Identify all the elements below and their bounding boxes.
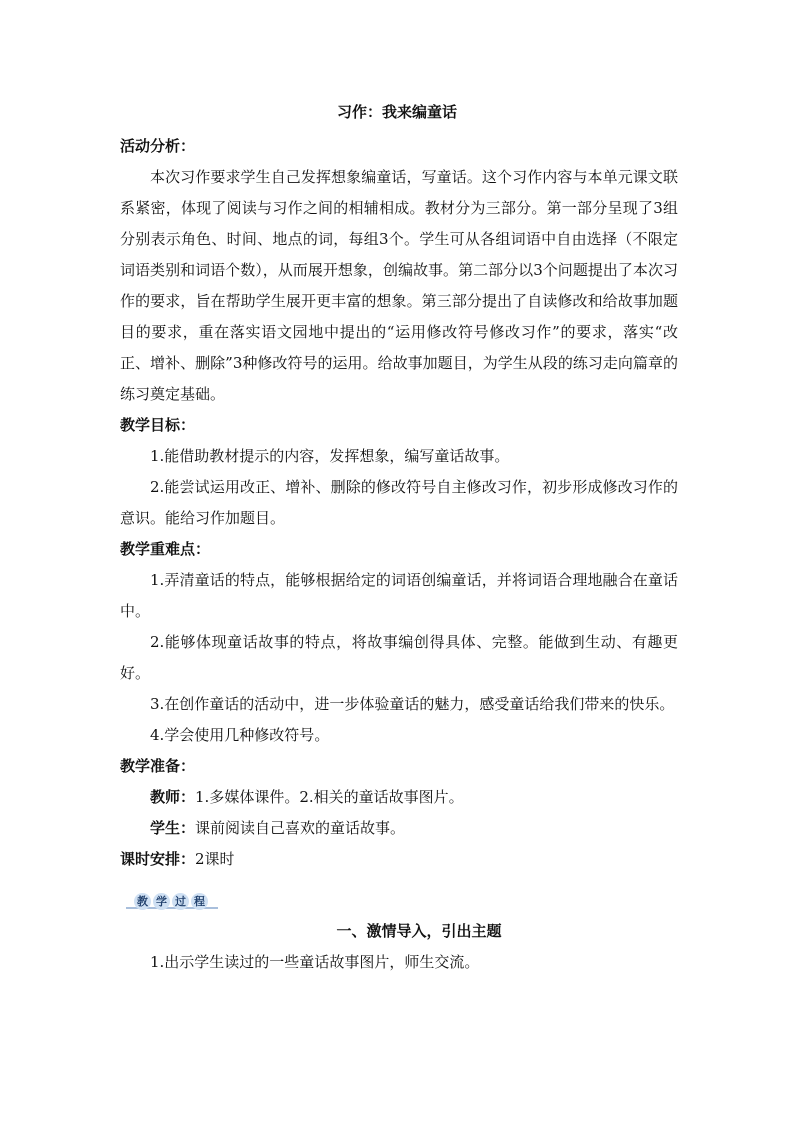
banner-char: 过 [172,893,189,910]
keypoint-item: 2.能够体现童话故事的特点，将故事编创得具体、完整。能做到生动、有趣更好。 [120,633,678,682]
document-body [120,131,678,978]
keypoint-item: 4.学会使用几种修改符号。 [150,726,330,744]
teaching-process-banner [126,885,218,909]
prep-teacher-label: 教师： [150,788,196,806]
prep-student-text: 课前阅读自己喜欢的童话故事。 [195,819,406,837]
prep-student-label: 学生： [150,819,196,837]
prep-heading: 教学准备： [120,757,196,775]
keypoints-heading: 教学重难点： [120,540,211,558]
schedule-value: 2课时 [195,850,235,868]
prep-teacher-text: 1.多媒体课件。2.相关的童话故事图片。 [195,788,464,806]
analysis-paragraph: 本次习作要求学生自己发挥想象编童话，写童话。这个习作内容与本单元课文联系紧密，体现了阅读与习作之间的相辅相成。教材分为三部分。第一部分呈现了3组分别表示角色、时间、地点的词，每组3个。学生可从各组词语中自由选择（不限定词语类别和词语个数），从而展开想象，创编故事。第二部分以3个问题提出了本次习作的要求，旨在帮助学生展开更丰富的想象。第三部分提出了自读修改和给故事加题目的要求，重在落实语文园地中提出的“运用修改符号修改习作”的要求，落实“改正、增补、删除”3种修改符号的运用。给故事加题目，为学生从段的练习走向篇章的练习奠定基础。 [120,168,678,403]
analysis-heading: 活动分析： [120,137,196,155]
banner-char: 学 [153,893,170,910]
goal-item: 2.能尝试运用改正、增补、删除的修改符号自主修改习作，初步形成修改习作的意识。能给习作加题目。 [120,478,678,527]
keypoint-item: 3.在创作童话的活动中，进一步体验童话的魅力，感受童话给我们带来的快乐。 [150,695,675,713]
prep-student [120,813,678,844]
goal-item: 1.能借助教材提示的内容，发挥想象，编写童话故事。 [150,447,510,465]
schedule-label: 课时安排： [120,850,196,868]
document-title: 习作：我来编童话 [336,103,457,121]
goals-heading: 教学目标： [120,416,196,434]
keypoint-item: 1.弄清童话的特点，能够根据给定的词语创编童话，并将词语合理地融合在童话中。 [120,571,678,620]
banner-char: 程 [191,893,208,910]
prep-teacher [120,782,678,813]
section-title: 一、激情导入，引出主题 [336,922,502,940]
banner-char: 教 [134,893,151,910]
section-item: 1.出示学生读过的一些童话故事图片，师生交流。 [150,953,480,971]
schedule-line [120,844,678,875]
